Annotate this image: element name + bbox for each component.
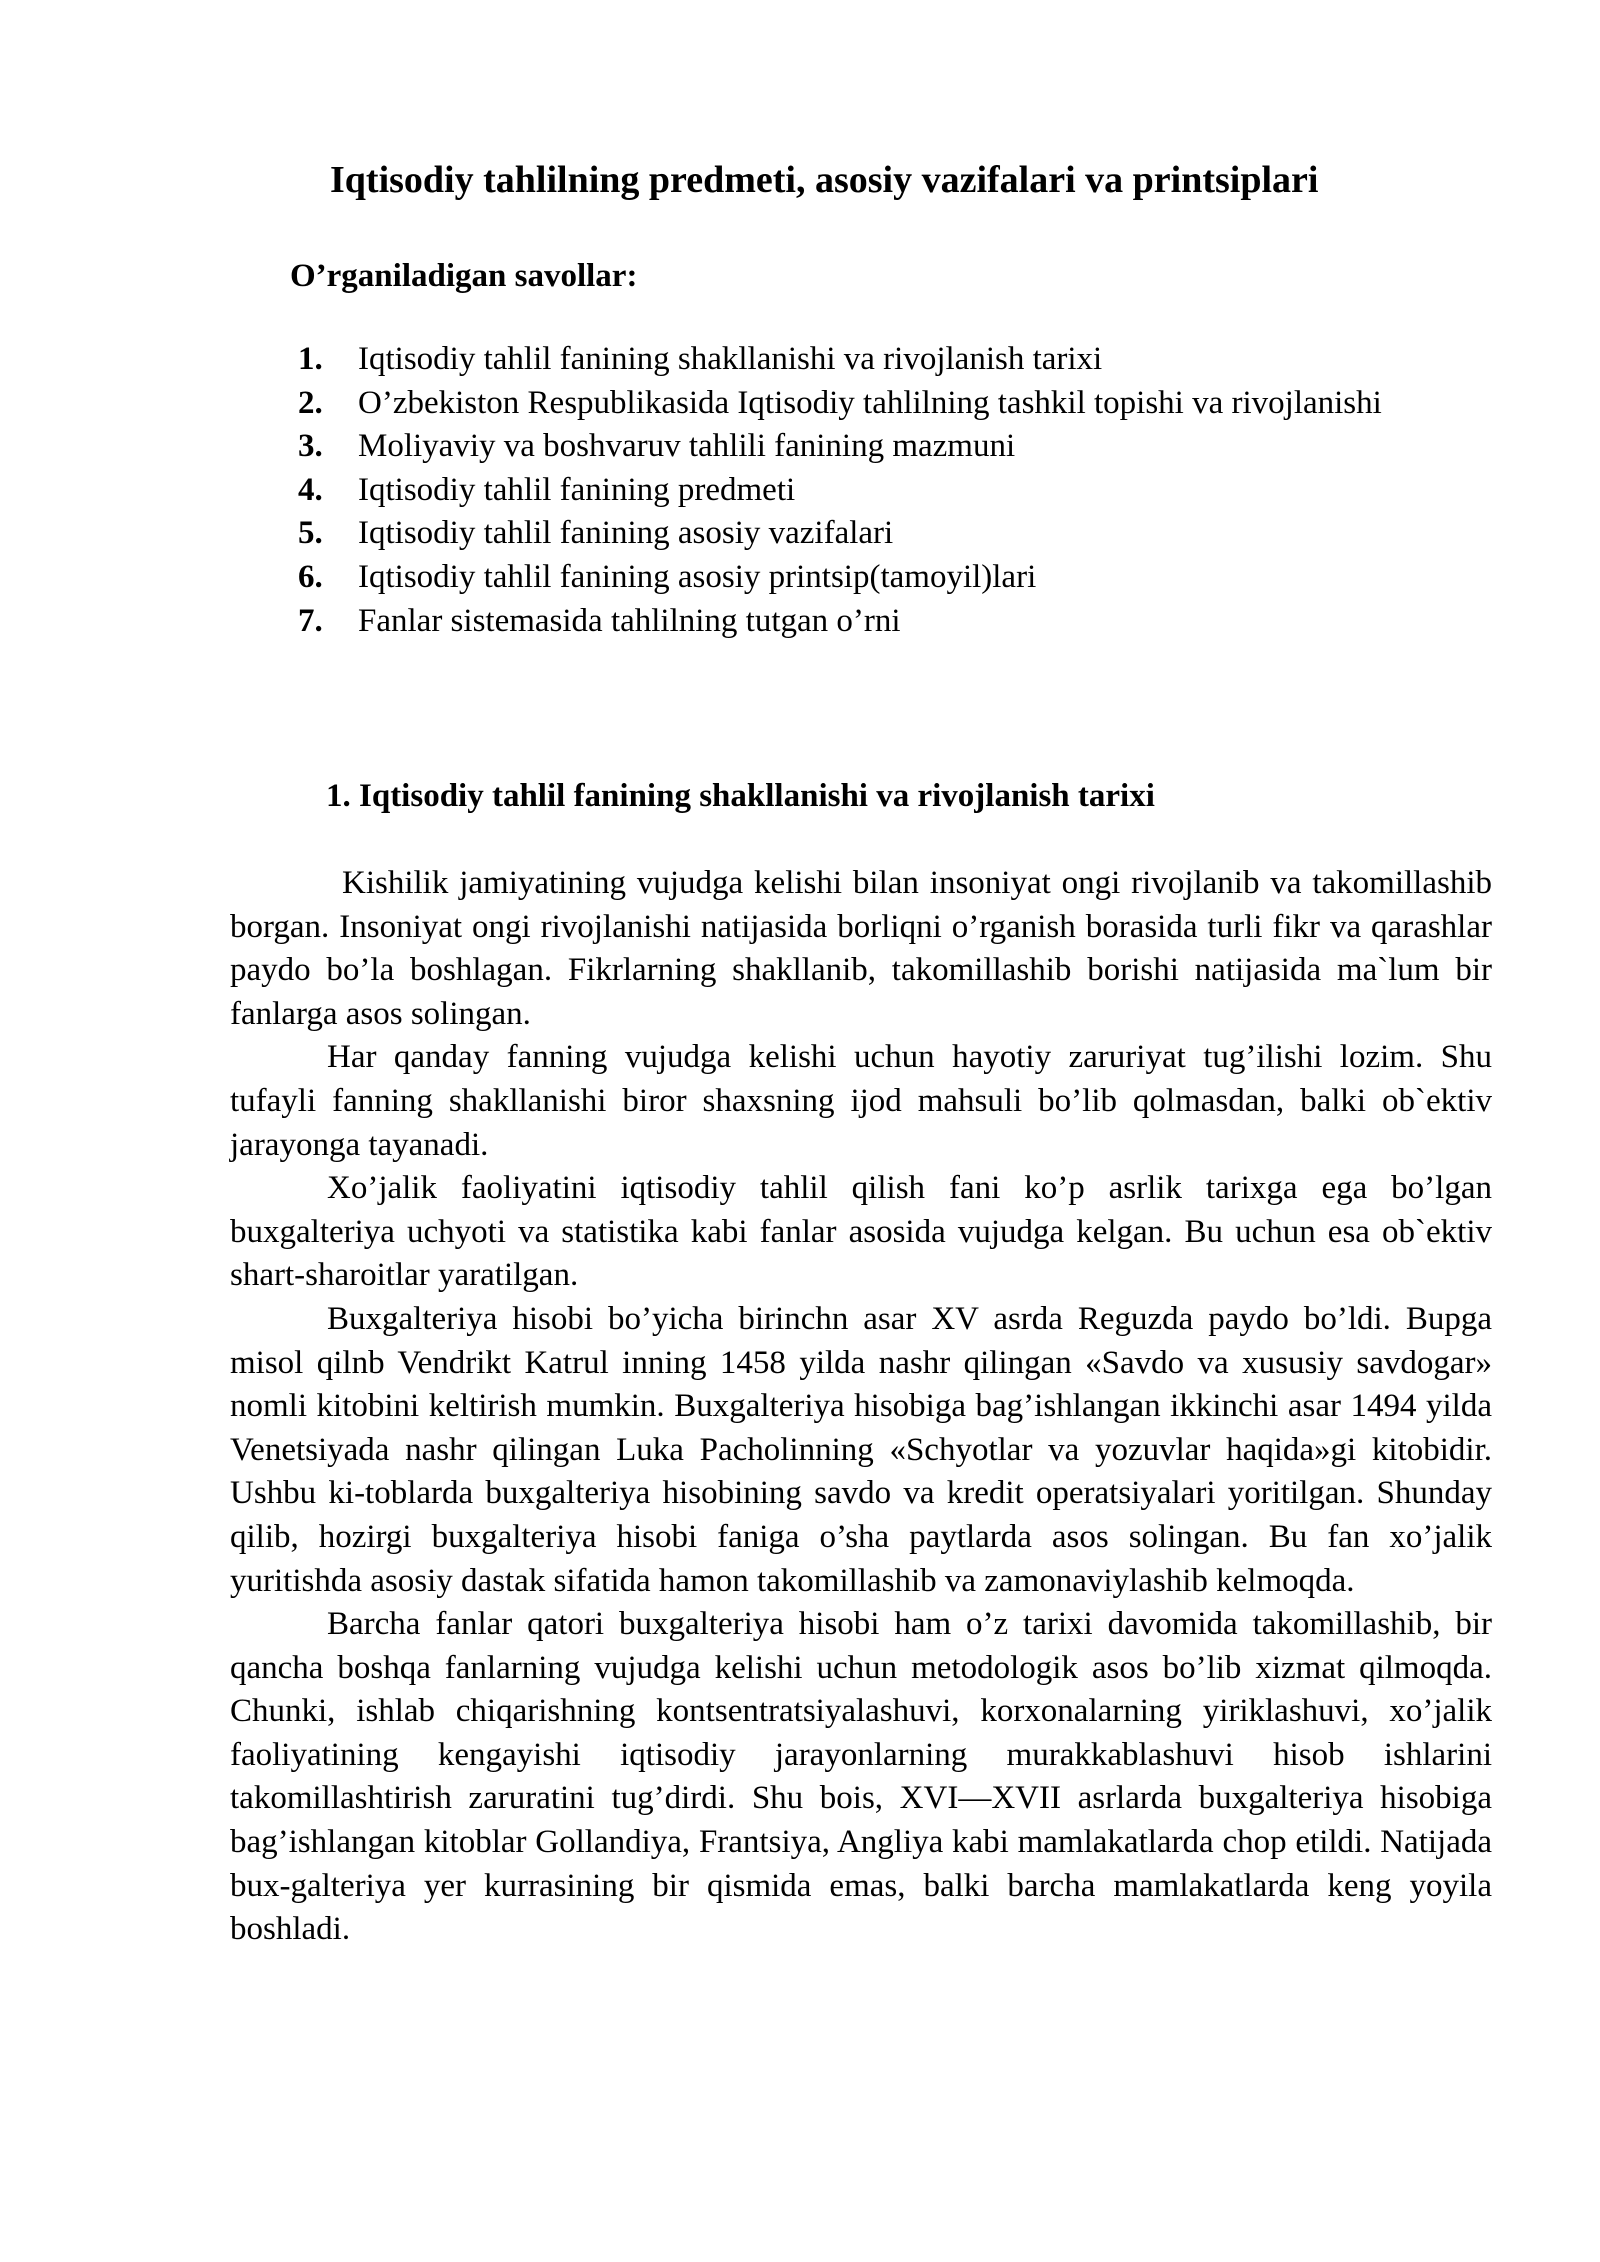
list-item-text: Iqtisodiy tahlil fanining asosiy printsip(tamoyil)lari xyxy=(358,558,1037,595)
list-item-number: 2. xyxy=(298,384,323,421)
list-item-number: 6. xyxy=(298,558,323,595)
section-heading: 1. Iqtisodiy tahlil fanining shakllanishi va rivojlanish tarixi xyxy=(326,778,1155,814)
list-item-text: Iqtisodiy tahlil fanining asosiy vazifalari xyxy=(358,515,894,552)
list-item-text: Moliyaviy va boshvaruv tahlili fanining mazmuni xyxy=(358,428,1016,465)
paragraph: Barcha fanlar qatori buxgalteriya hisobi ham o’z tarixi davomida takomillashib, bir qancha boshqa fanlarning vujudga kelishi uchun metodologik asos bo’lib xizmat qilmoqda. Chunki, ishlab chiqarishning kontsentratsiyalashuvi, korxonalarning yiriklashuvi, xo’jalik faoliyatining kengayishi iqtisodiy jarayonlarning murakkablashuvi hisob ishlarini takomillashtirish zaruratini tug’dirdi. Shu bois, XVI—XVII asrlarda buxgalteriya hisobiga bag’ishlangan kitoblar Gollandiya, Frantsiya, Angliya kabi mamlakatlarda chop etildi. Natijada bux-galteriya yer kurrasining bir qismida emas, balki barcha mamlakatlarda keng yoyila boshladi. xyxy=(230,1606,1492,1948)
list-item xyxy=(298,469,1418,513)
list-item-number: 3. xyxy=(298,428,323,465)
list-item-number: 4. xyxy=(298,471,323,508)
list-item xyxy=(298,600,1418,644)
questions-list xyxy=(298,338,1418,643)
paragraph: Kishilik jamiyatining vujudga kelishi bilan insoniyat ongi rivojlanib va takomillashib borgan. Insoniyat ongi rivojlanishi natijasida borliqni o’rganish borasida turli fikr va qarashlar paydo bo’la boshlagan. Fikrlarning shakllanib, takomillashib borishi natijasida ma`lum bir fanlarga asos solingan. xyxy=(230,865,1492,1032)
list-item-number: 7. xyxy=(298,602,323,639)
list-item-number: 1. xyxy=(298,341,323,377)
list-item xyxy=(298,338,1418,382)
document-title: Iqtisodiy tahlilning predmeti, asosiy vazifalari va printsiplari xyxy=(330,159,1319,201)
body-text xyxy=(230,862,1492,1952)
paragraph: Buxgalteriya hisobi bo’yicha birinchn asar XV asrda Reguzda paydo bo’ldi. Bupga misol qilnb Vendrikt Katrul inning 1458 yilda nashr qilingan «Savdo va xususiy savdogar» nomli kitobini keltirish mumkin. Buxgalteriya hisobiga bag’ishlangan ikkinchi asar 1494 yilda Venetsiyada nashr qilingan Luka Pacholinning «Schyotlar va yozuvlar haqida»gi kitobidir. Ushbu ki-toblarda buxgalteriya hisobining savdo va kredit operatsiyalari yoritilgan. Shunday qilib, hozirgi buxgalteriya hisobi faniga o’sha paytlarda asos solingan. Bu fan xo’jalik yuritishda asosiy dastak sifatida hamon takomillashib va zamonaviylashib kelmoqda. xyxy=(230,1300,1492,1599)
list-item xyxy=(298,512,1418,556)
paragraph: Xo’jalik faoliyatini iqtisodiy tahlil qilish fani ko’p asrlik tarixga ega bo’lgan buxgalteriya uchyoti va statistika kabi fanlar asosida vujudga kelgan. Bu uchun esa ob`ektiv shart-sharoitlar yaratilgan. xyxy=(230,1170,1492,1294)
list-item xyxy=(298,425,1418,469)
list-item-text: Iqtisodiy tahlil fanining predmeti xyxy=(358,471,796,508)
list-item xyxy=(298,556,1418,600)
questions-heading: O’rganiladigan savollar: xyxy=(290,258,638,294)
list-item-text: Iqtisodiy tahlil fanining shakllanishi va rivojlanish tarixi xyxy=(358,341,1103,377)
list-item-number: 5. xyxy=(298,515,323,552)
list-item-text: Fanlar sistemasida tahlilning tutgan o’rni xyxy=(358,602,901,639)
paragraph: Har qanday fanning vujudga kelishi uchun hayotiy zaruriyat tug’ilishi lozim. Shu tufayli fanning shakllanishi biror shaxsning ijod mahsuli bo’lib qolmasdan, balki ob`ektiv jarayonga tayanadi. xyxy=(230,1039,1492,1163)
list-item xyxy=(298,382,1418,426)
list-item-text: O’zbekiston Respublikasida Iqtisodiy tahlilning tashkil topishi va rivojlanishi xyxy=(358,384,1382,421)
